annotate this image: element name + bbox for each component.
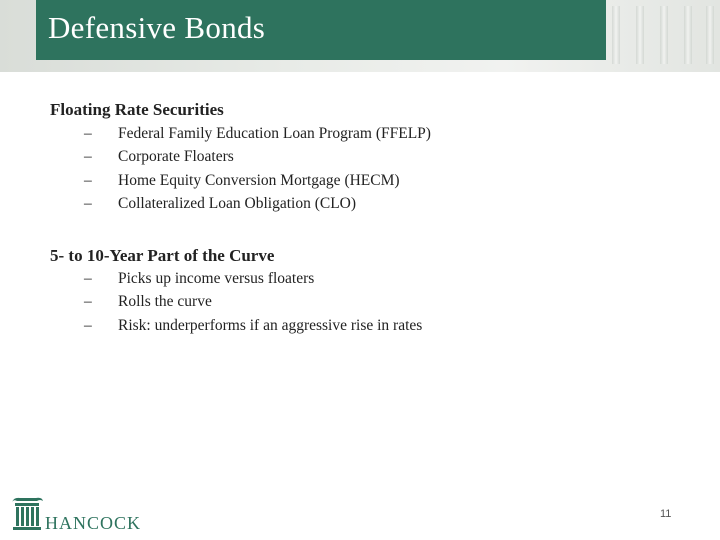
header-column-decoration — [636, 6, 644, 64]
section-floating-rate — [50, 100, 431, 218]
bullet-dash: – — [84, 270, 92, 287]
list-item-text: Corporate Floaters — [118, 148, 234, 166]
column-icon — [10, 496, 44, 532]
list-item — [50, 316, 423, 340]
bullet-dash: – — [84, 148, 92, 166]
slide-title: Defensive Bonds — [48, 10, 266, 45]
list-item-text: Risk: underperforms if an aggressive rise in rates — [118, 316, 423, 334]
list-item — [50, 171, 400, 195]
bullet-dash: – — [84, 125, 92, 142]
header-column-decoration — [706, 6, 714, 64]
logo-text: HANCOCK — [45, 513, 142, 533]
list-item-text: Picks up income versus floaters — [118, 270, 315, 287]
list-item — [50, 194, 357, 218]
list-item-text: Home Equity Conversion Mortgage (HECM) — [118, 171, 400, 189]
section-heading: 5- to 10-Year Part of the Curve — [50, 246, 275, 265]
header-column-decoration — [684, 6, 692, 64]
header-column-decoration — [612, 6, 620, 64]
list-item-text: Federal Family Education Loan Program (FFELP) — [118, 125, 431, 142]
list-item — [50, 148, 234, 171]
bullet-dash: – — [84, 316, 92, 334]
header-column-decoration — [660, 6, 668, 64]
hancock-logo — [10, 496, 150, 534]
list-item — [50, 125, 431, 148]
list-item-text: Rolls the curve — [118, 293, 212, 311]
bullet-dash: – — [84, 171, 92, 189]
list-item — [50, 293, 274, 316]
section-heading: Floating Rate Securities — [50, 100, 224, 119]
bullet-dash: – — [84, 293, 92, 311]
list-item-text: Collateralized Loan Obligation (CLO) — [118, 194, 357, 212]
bullet-dash: – — [84, 194, 92, 212]
section-curve — [50, 246, 423, 340]
page-number: 11 — [660, 508, 672, 520]
list-item — [50, 270, 315, 293]
